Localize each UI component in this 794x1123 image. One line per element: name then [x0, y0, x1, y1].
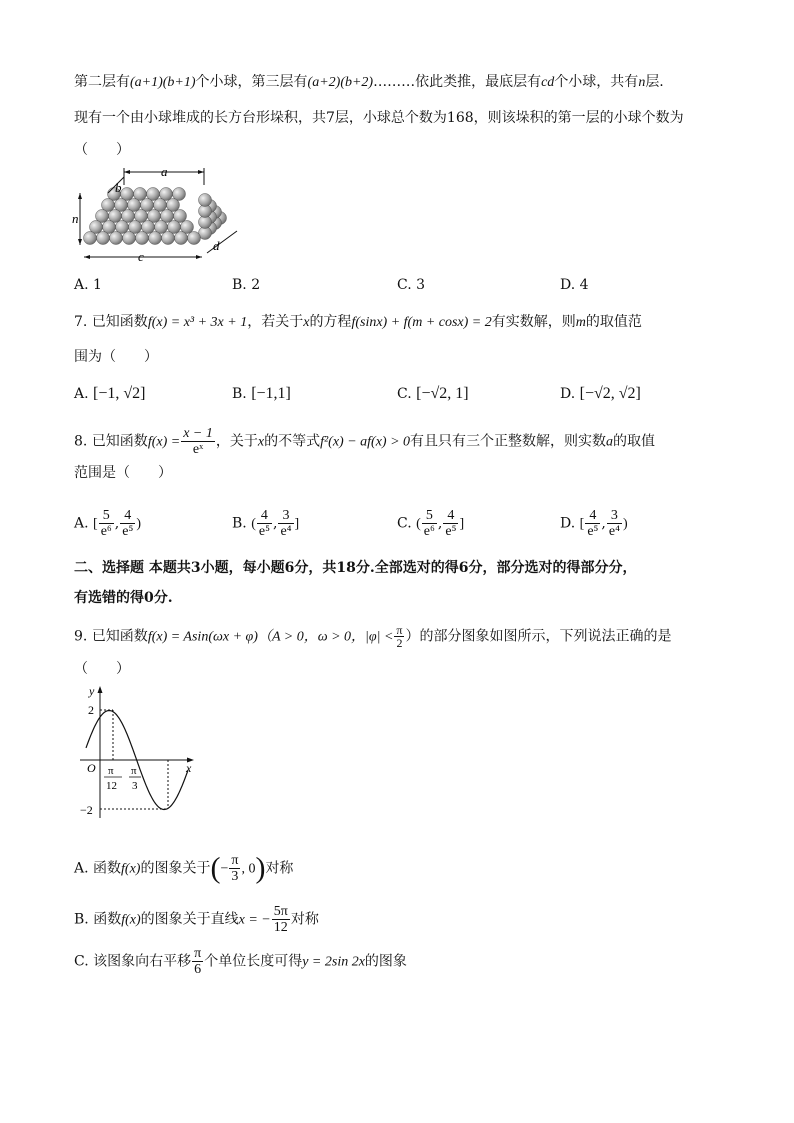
q6-expr: (a+2)(b+2): [307, 75, 374, 90]
q9-option-c[interactable]: [74, 946, 407, 977]
frac-numerator: π: [231, 853, 239, 868]
q6-text: 个小球，共有: [554, 74, 639, 90]
fraction: [120, 508, 135, 539]
q9-option-b[interactable]: [74, 904, 319, 935]
option-text: 的图象关于: [140, 860, 211, 877]
ball: [123, 232, 136, 245]
q8-text: 的不等式: [264, 433, 321, 450]
option-label: A.: [74, 860, 89, 877]
fraction: [272, 904, 290, 935]
q7-number: 7.: [74, 314, 88, 330]
fraction: [585, 508, 600, 539]
frac-denominator: 3: [231, 869, 239, 884]
option-value: [−√2, 1]: [416, 385, 469, 402]
option-eq: y = 2sin 2x: [302, 954, 365, 970]
y-axis-label: y: [89, 684, 95, 698]
q9-text: ）的部分图象如图所示，下列说法正确的是: [405, 628, 672, 645]
q7-text: 的方程: [309, 314, 352, 330]
q6-expr: cd: [541, 75, 555, 90]
q8-option-a[interactable]: A. [ $\frac{5}{\text{e⁶}}$ , $\frac{4}{\text{e⁵}}$ ): [74, 508, 142, 539]
ball-stack-figure: [72, 163, 247, 265]
q9-fraction: [394, 624, 404, 649]
paren-right: ): [255, 851, 266, 885]
frac-numerator: 5π: [273, 904, 288, 919]
frac-numerator: 4: [257, 508, 272, 524]
option-label: C.: [397, 386, 412, 402]
sine-graph: [80, 682, 200, 822]
q9-number: 9.: [74, 628, 88, 645]
frac-denominator: e⁶: [423, 524, 435, 539]
option-value: [−√2, √2]: [579, 385, 641, 402]
q6-option-b[interactable]: B. 2: [232, 277, 261, 293]
q6-text: 第二层有: [74, 74, 130, 90]
fraction: [99, 508, 114, 539]
option-text: 对称: [290, 911, 319, 928]
option-eq: x = −: [238, 912, 271, 928]
tick-pi12-den: 12: [106, 780, 117, 792]
option-label: A.: [74, 386, 89, 402]
option-label: D.: [560, 386, 576, 402]
q9-option-a[interactable]: [74, 853, 293, 884]
frac-numerator: π: [396, 623, 403, 637]
ball: [188, 232, 201, 245]
frac-numerator: 4: [585, 508, 600, 524]
q6-option-d[interactable]: D. 4: [560, 277, 589, 293]
option-value: [−1, √2]: [93, 385, 146, 402]
option-label: D.: [560, 515, 576, 532]
option-value: [−1,1]: [251, 385, 291, 402]
q7-text: 已知函数: [91, 314, 148, 330]
q7-function: f(x) = x³ + 3x + 1: [147, 315, 248, 330]
label-d: d: [213, 238, 220, 253]
frac-denominator: eˣ: [192, 442, 204, 457]
frac-numerator: 3: [607, 508, 622, 524]
paren-left: (: [210, 851, 221, 885]
q8-line1: [74, 426, 655, 457]
label-a: a: [161, 164, 168, 179]
frac-denominator: e⁵: [258, 524, 270, 539]
bracket: ]: [294, 516, 300, 532]
q7-var: m: [575, 315, 586, 330]
q8-option-b[interactable]: B. ( $\frac{4}{\text{e⁵}}$ , $\frac{3}{\text{e⁴}}$ ]: [232, 508, 300, 539]
option-text: 的图象关于直线: [140, 911, 239, 928]
bracket: ): [136, 516, 142, 532]
ball: [110, 232, 123, 245]
option-label: B.: [232, 386, 247, 402]
balls-group: [84, 188, 227, 245]
q7-line2: 围为（ ）: [74, 349, 158, 365]
option-text: 该图象向右平移: [93, 953, 192, 970]
bracket: ]: [459, 516, 465, 532]
frac-denominator: 6: [194, 962, 202, 977]
tick-pi3-den: 3: [132, 780, 138, 792]
q7-text: ，若关于: [247, 314, 304, 330]
bracket: (: [251, 516, 256, 532]
fraction: [257, 508, 272, 539]
frac-denominator: 12: [273, 920, 288, 935]
q6-answer-paren: （ ）: [74, 142, 130, 158]
option-coord: , 0: [241, 861, 256, 877]
q8-function: f(x) =: [147, 434, 181, 450]
ball: [175, 232, 188, 245]
ball: [199, 194, 212, 207]
q7-option-a[interactable]: [74, 384, 145, 404]
frac-denominator: e⁴: [608, 524, 620, 539]
q6-expr: (a+1)(b+1): [130, 75, 196, 90]
q9-function: f(x) = Asin(ωx + φ): [147, 629, 258, 645]
q6-line1: [74, 72, 664, 93]
q8-option-c[interactable]: C. ( $\frac{5}{\text{e⁶}}$ , $\frac{4}{\text{e⁵}}$ ]: [397, 508, 465, 539]
q7-var: x: [303, 315, 310, 330]
fraction: [443, 508, 458, 539]
q7-text: 的取值范: [585, 314, 642, 330]
fraction: [607, 508, 622, 539]
frac-denominator: 2: [396, 636, 403, 650]
option-label: A.: [74, 515, 89, 532]
q7-option-d[interactable]: [560, 384, 641, 404]
option-text: 对称: [265, 860, 294, 877]
bracket: (: [416, 516, 421, 532]
label-b: b: [115, 180, 122, 195]
ball: [136, 232, 149, 245]
ball: [97, 232, 110, 245]
q6-expr: n: [638, 75, 646, 90]
option-func: f(x): [121, 861, 141, 877]
q8-line2: 范围是（ ）: [74, 465, 172, 481]
label-n: n: [72, 211, 79, 226]
q6-option-a[interactable]: A. 1: [74, 277, 102, 293]
frac-numerator: 4: [443, 508, 458, 524]
q7-text: 有实数解，则: [491, 314, 576, 330]
q8-var: x: [257, 434, 265, 450]
option-label: B.: [232, 515, 247, 532]
y-min-label: −2: [80, 803, 93, 817]
option-label: C.: [74, 953, 89, 970]
q8-text: 已知函数: [91, 433, 148, 450]
frac-denominator: e⁵: [587, 524, 599, 539]
frac-numerator: x − 1: [183, 426, 213, 441]
q8-inequality: f²(x) − af(x) > 0: [320, 434, 411, 450]
option-text: 函数: [93, 911, 122, 928]
q8-fraction: [181, 426, 215, 457]
q7-equation: f(sinx) + f(m + cosx) = 2: [351, 315, 492, 330]
frac-denominator: e⁶: [100, 524, 112, 539]
ball: [149, 232, 162, 245]
q9-line1: [74, 624, 671, 649]
q9-text: 已知函数: [91, 628, 148, 645]
option-label: C.: [397, 515, 412, 532]
q7-option-b[interactable]: [232, 384, 291, 404]
q9-condition: （A > 0，ω > 0，|φ| <: [257, 629, 394, 645]
frac-numerator: 3: [278, 508, 293, 524]
ball: [84, 232, 97, 245]
origin-label: O: [87, 761, 96, 775]
q6-text: ………依此类推，最底层有: [373, 74, 542, 90]
option-label: B.: [74, 911, 89, 928]
label-c: c: [138, 249, 144, 264]
frac-numerator: π: [194, 946, 202, 961]
q7-line1: [74, 312, 642, 333]
x-axis-label: x: [186, 761, 192, 775]
frac-denominator: e⁴: [280, 524, 292, 539]
option-sign: −: [220, 861, 229, 877]
frac-denominator: e⁵: [122, 524, 134, 539]
tick-pi12-num: π: [108, 765, 114, 777]
fraction: [278, 508, 293, 539]
section-heading-cont: 有选错的得0分.: [74, 590, 173, 606]
q8-number: 8.: [74, 433, 88, 450]
q6-text: 个小球，第三层有: [195, 74, 308, 90]
q7-option-c[interactable]: [397, 384, 469, 404]
fraction: [422, 508, 437, 539]
q6-text: 层.: [645, 74, 664, 90]
ball: [162, 232, 175, 245]
bracket: [: [579, 516, 585, 532]
option-text: 的图象: [364, 953, 407, 970]
y-max-label: 2: [88, 703, 94, 717]
option-func: f(x): [121, 912, 141, 928]
fraction: [192, 946, 203, 977]
fraction: [229, 853, 240, 884]
q6-option-c[interactable]: C. 3: [397, 277, 426, 293]
q8-var: a: [606, 434, 614, 450]
q8-text: 有且只有三个正整数解，则实数: [410, 433, 607, 450]
q8-text: 的取值: [613, 433, 656, 450]
bracket: ): [622, 516, 628, 532]
q6-line2: 现有一个由小球堆成的长方台形垛积，共7层，小球总个数为168，则该垛积的第一层的小球个数为: [74, 110, 684, 126]
frac-denominator: e⁵: [445, 524, 457, 539]
q9-answer-paren: （ ）: [74, 661, 130, 677]
option-text: 函数: [93, 860, 122, 877]
option-text: 个单位长度可得: [204, 953, 303, 970]
q8-option-d[interactable]: D. [ $\frac{4}{\text{e⁵}}$ , $\frac{3}{\text{e⁴}}$ ): [560, 508, 628, 539]
frac-numerator: 5: [99, 508, 114, 524]
frac-numerator: 5: [422, 508, 437, 524]
tick-pi3-num: π: [131, 765, 137, 777]
frac-numerator: 4: [120, 508, 135, 524]
q8-text: ，关于: [215, 433, 258, 450]
bracket: [: [93, 516, 98, 532]
section-heading: 二、选择题 本题共3小题，每小题6分，共18分.全部选对的得6分，部分选对的得部分分，: [74, 560, 637, 576]
